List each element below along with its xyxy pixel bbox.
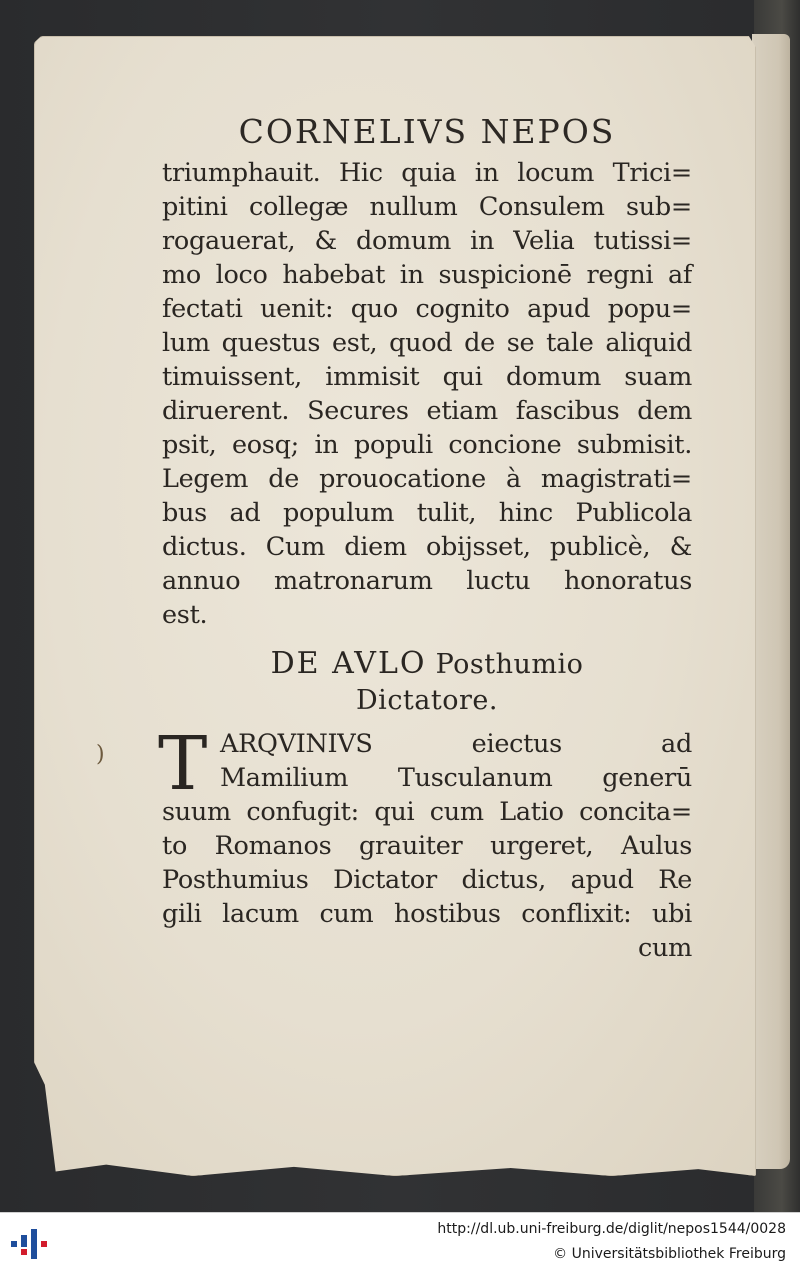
- text-line: fectati uenit: quo cognito apud popu=: [162, 294, 692, 324]
- text-line: est.: [162, 600, 208, 630]
- section-title-caps: DE AVLO: [270, 646, 427, 681]
- text-line: suum confugit: qui cum Latio concita=: [162, 797, 692, 827]
- section-title-rest: Posthumio: [435, 649, 584, 680]
- margin-mark: ): [96, 742, 105, 767]
- text-line: rogauerat, & domum in Velia tutissi=: [162, 226, 692, 256]
- text-line: pitini collegæ nullum Consulem sub=: [162, 192, 692, 222]
- copyright-notice: © Universitätsbibliothek Freiburg: [553, 1246, 786, 1262]
- text-line: triumphauit. Hic quia in locum Trici=: [162, 158, 692, 188]
- drop-cap: T: [158, 721, 208, 807]
- text-line: diruerent. Secures etiam fascibus dem: [162, 396, 692, 426]
- text-line: timuissent, immisit qui domum suam: [162, 362, 692, 392]
- text-line: Posthumius Dictator dictus, apud Re: [162, 865, 692, 895]
- viewer-footer: [0, 1212, 800, 1271]
- paragraph-1: [162, 156, 692, 632]
- text-line: gili lacum cum hostibus conflixit: ubi: [162, 899, 692, 929]
- text-line: Legem de prouocatione à magistrati=: [162, 464, 692, 494]
- text-line: bus ad populum tulit, hinc Publicola: [162, 498, 692, 528]
- text-line: lum questus est, quod de se tale aliquid: [162, 328, 692, 358]
- text-line: mo loco habebat in suspicionē regni af: [162, 260, 692, 290]
- running-head: CORNELIVS NEPOS: [238, 112, 616, 151]
- ub-freiburg-logo-icon: [10, 1227, 50, 1261]
- paragraph-2: [158, 721, 692, 965]
- text-line: annuo matronarum luctu honoratus: [162, 566, 692, 596]
- text-line: psit, eosq; in populi concione submisit.: [162, 430, 692, 460]
- next-page-edge: [752, 34, 790, 1169]
- text-line: ARQVINIVS eiectus ad: [220, 729, 692, 759]
- text-line: Mamilium Tusculanum generū: [220, 763, 692, 793]
- section-title: [162, 646, 692, 683]
- text-line: dictus. Cum diem obijsset, publicè, &: [162, 532, 692, 562]
- page-text: [158, 110, 692, 965]
- catchword: cum: [638, 933, 692, 963]
- text-line: to Romanos grauiter urgeret, Aulus: [162, 831, 692, 861]
- permalink-url[interactable]: http://dl.ub.uni-freiburg.de/diglit/nepos1544/0028: [437, 1221, 786, 1237]
- section-title-line2: Dictatore.: [356, 685, 498, 716]
